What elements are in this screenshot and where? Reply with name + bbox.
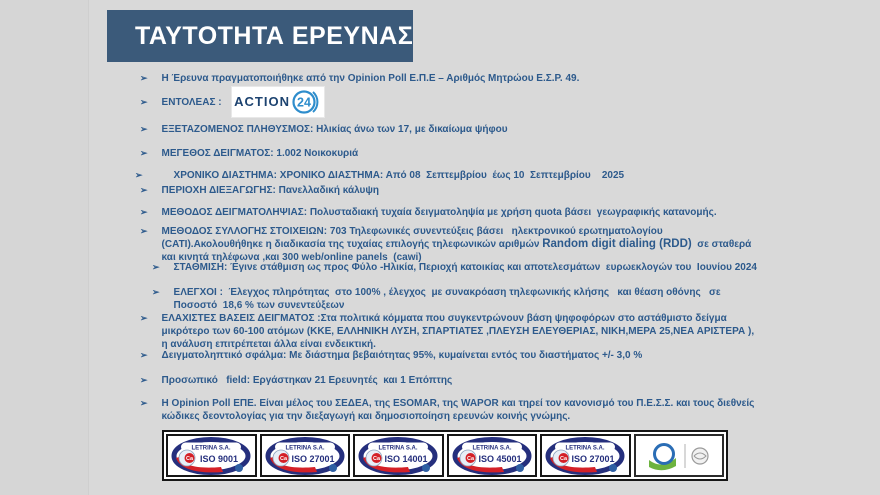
svg-text:Ca: Ca [560,455,568,462]
letrina-iso-14001-badge [353,434,444,477]
svg-text:Ca: Ca [373,455,381,462]
bullet-text: ΜΕΘΟΔΟΣ ΔΕΙΓΜΑΤΟΛΗΨΙΑΣ: Πολυσταδιακή τυχαία δειγματοληψία με χρήση quota βάσει γεωγραφικής κατανομής. [161,207,717,218]
bullet-arrow-icon: ➢ [140,207,148,217]
bullet-item-population [140,123,760,136]
bullet-text: Προσωπικό field: Εργάστηκαν 21 Ερευνητές και 1 Επόπτης [161,375,453,386]
svg-text:LETRINA S.A.: LETRINA S.A. [378,445,418,451]
letrina-badge-icon [451,436,533,476]
bullet-arrow-icon: ➢ [140,226,148,236]
bullet-item-sampling-error [140,349,770,362]
svg-text:ISO 27001: ISO 27001 [291,453,335,464]
bullet-item-minimum-bases [140,312,760,351]
bullet-arrow-icon: ➢ [140,73,148,83]
svg-text:24: 24 [297,95,311,110]
certification-logo-strip [162,430,728,481]
letrina-iso-27001-badge [260,434,351,477]
quality-marks-icon [638,436,720,476]
bullet-text: ΣΤΑΘΜΙΣΗ: Έγινε στάθμιση ως προς Φύλο -Ηλικία, Περιοχή κατοικίας και αποτελεσμάτων ευρωεκλογών του Ιουνίου 2024 [173,262,757,273]
bullet-text: ΠΕΡΙΟΧΗ ΔΙΕΞΑΓΩΓΗΣ: Πανελλαδική κάλυψη [161,185,380,196]
svg-text:Ca: Ca [186,455,194,462]
page-title: ΤΑΥΤΟΤΗΤΑ ΕΡΕΥΝΑΣ [107,10,413,62]
bullet-text: Δειγματοληπτικό σφάλμα: Με διάστημα βεβαιότητας 95%, κυμαίνεται εντός του διαστήματος +/- 3,0 % [161,350,643,361]
bullet-item-time-period [135,169,775,182]
bullet-item-sample-size [140,147,760,160]
svg-text:LETRINA S.A.: LETRINA S.A. [285,445,325,451]
bullet-item-quality-checks [152,286,762,312]
letrina-iso-27001-badge-2 [540,434,631,477]
svg-text:LETRINA S.A.: LETRINA S.A. [472,445,512,451]
letrina-iso-45001-badge [447,434,538,477]
quality-marks-cell [634,434,725,477]
bullet-text: ΕΞΕΤΑΖΟΜΕΝΟΣ ΠΛΗΘΥΣΜΟΣ: Ηλικίας άνω των 17, με δικαίωμα ψήφου [161,124,508,135]
bullet-arrow-icon: ➢ [140,350,148,360]
bullet-arrow-icon: ➢ [135,170,143,180]
svg-text:ISO 27001: ISO 27001 [571,453,615,464]
bullet-text [162,225,760,264]
bullet-arrow-icon: ➢ [140,124,148,134]
bullet-text-post: σε σταθερά και κινητά τηλέφωνα ,και 300 web/online panels (cawi) [161,239,755,263]
action24-wordmark: ACTION [234,94,290,109]
letrina-iso-9001-badge [166,434,257,477]
bullet-text: Η Έρευνα πραγματοποιήθηκε από την Opinion Poll Ε.Π.Ε – Αριθμός Μητρώου Ε.Σ.Ρ. 49. [161,73,580,84]
svg-text:ISO 14001: ISO 14001 [384,453,428,464]
bullet-text: ΕΛΕΓΧΟΙ : Έλεγχος πληρότητας στο 100% , έλεγχος με συνακρόαση τηλεφωνικής κλήσης και θέαση οθόνης σε Ποσοστό 18,6 % των συνεντεύξεων [173,287,727,311]
letrina-badge-icon [544,436,626,476]
bullet-item-sampling-method [140,206,770,219]
bullet-arrow-icon: ➢ [152,262,160,272]
bullet-text-rdd: Random digit dialing (RDD) [542,238,692,250]
action24-logo [232,87,324,117]
bullet-arrow-icon: ➢ [140,148,148,158]
bullet-text: ΕΝΤΟΛΕΑΣ : [161,96,222,108]
bullet-arrow-icon: ➢ [140,96,148,107]
bullet-item-memberships [140,397,760,423]
bullet-item-research-company [140,72,760,85]
svg-text:LETRINA S.A.: LETRINA S.A. [565,445,605,451]
bullet-arrow-icon: ➢ [140,375,148,385]
bullet-arrow-icon: ➢ [140,313,148,323]
svg-text:Ca: Ca [279,455,287,462]
letrina-badge-icon [357,436,439,476]
bullet-text-pre: ΜΕΘΟΔΟΣ ΣΥΛΛΟΓΗΣ ΣΤΟΙΧΕΙΩΝ: 703 Τηλεφωνικές συνεντεύξεις βάσει ηλεκτρονικού ερωτηματολογίου (CATI).Ακολουθήθηκε η διαδικασία της τυχαίας επιλογής τηλεφωνικών αριθμών [161,226,666,250]
bullet-arrow-icon: ➢ [140,185,148,195]
action24-circle-icon [291,88,321,116]
bullet-text: ΕΛΑΧΙΣΤΕΣ ΒΑΣΕΙΣ ΔΕΙΓΜΑΤΟΣ :Στα πολιτικά κόμματα που συγκεντρώνουν βάση ψηφοφόρων στο αστάθμιστο δείγμα μικρότερο των 60-100 ατόμων (ΚΚΕ, ΕΛΛΗΝΙΚΗ ΛΥΣΗ, ΣΠΑΡΤΙΑΤΕΣ ,ΠΛΕΥΣΗ ΕΛΕΥΘΕΡΙΑΣ, ΝΙΚΗ,ΜΕΡΑ 25,ΝΕΑ ΑΡΙΣΤΕΡΑ ), η ανάλυση επιτρέπεται άλλα είναι ενδεικτική. [161,313,757,350]
bullet-item-data-collection [140,225,760,264]
letrina-badge-icon [264,436,346,476]
left-margin-strip [0,0,89,495]
bullet-text: ΧΡΟΝΙΚΟ ΔΙΑΣΤΗΜΑ: ΧΡΟΝΙΚΟ ΔΙΑΣΤΗΜΑ: Από 08 Σεπτεμβρίου έως 10 Σεπτεμβρίου 2025 [173,170,625,181]
svg-text:ISO 9001: ISO 9001 [200,453,239,464]
letrina-badge-icon [170,436,252,476]
svg-text:Ca: Ca [466,455,474,462]
bullet-text: Η Opinion Poll ΕΠΕ. Είναι μέλος του ΣΕΔΕΑ, της ESOMAR, της WAPOR και τηρεί τον κανονισμό του Π.Ε.Σ.Σ. και τους διεθνείς κώδικες δεοντολογίας για την διεξαγωγή και δημοσιοποίηση ερευνών κοινής γνώμης. [161,398,758,422]
bullet-arrow-icon: ➢ [152,287,160,297]
bullet-text: ΜΕΓΕΘΟΣ ΔΕΙΓΜΑΤΟΣ: 1.002 Νοικοκυριά [161,148,359,159]
bullet-arrow-icon: ➢ [140,398,148,408]
bullet-item-weighting [152,261,762,274]
bullet-item-field-personnel [140,374,770,387]
bullet-item-coverage-area [140,184,760,197]
bullet-item-client [140,87,560,117]
svg-text:LETRINA S.A.: LETRINA S.A. [191,445,231,451]
svg-text:ISO 45001: ISO 45001 [478,453,522,464]
